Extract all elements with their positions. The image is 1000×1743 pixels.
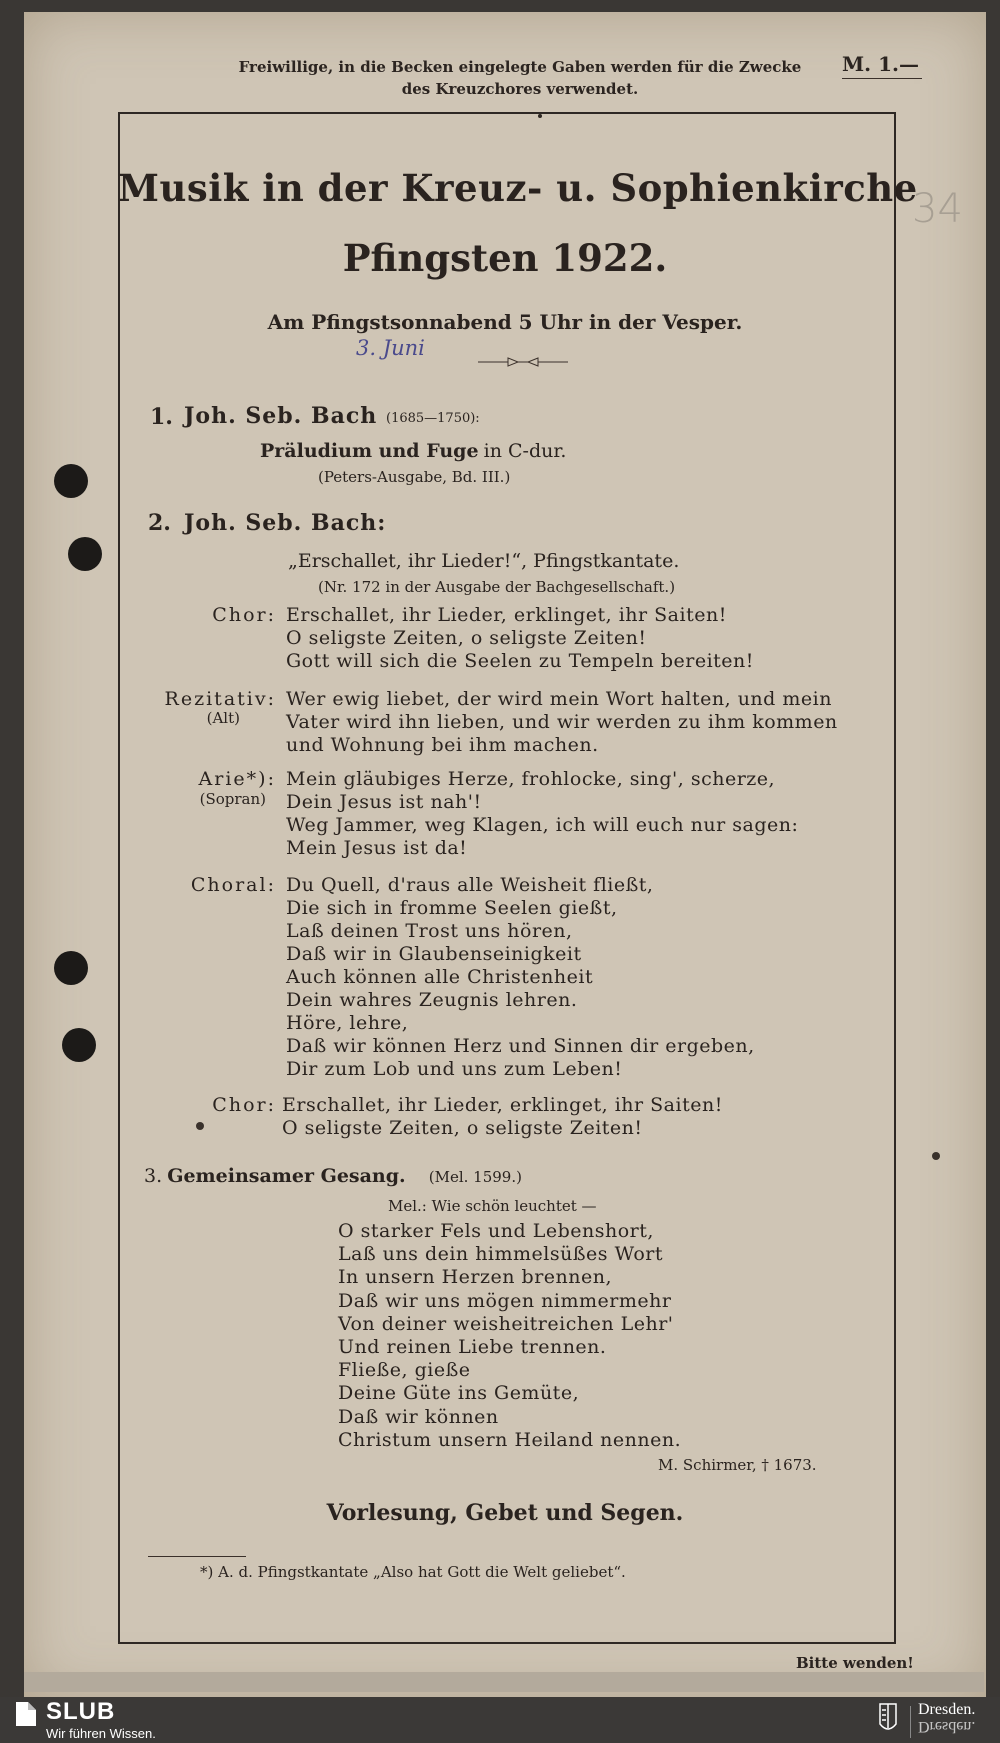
hymn-author: M. Schirmer, † 1673. (658, 1456, 817, 1474)
edition-note: (Nr. 172 in der Ausgabe der Bachgesellschaft.) (318, 578, 676, 596)
verse-line: Dir zum Lob und uns zum Leben! (286, 1058, 623, 1080)
item-number: 2. (148, 510, 171, 536)
partner-line: Dresden. (918, 1701, 976, 1718)
verse-line: Gott will sich die Seelen zu Tempeln bereiten! (286, 650, 754, 672)
verse-block (286, 874, 755, 1081)
underline (842, 78, 922, 79)
section-role: Rezitativ: (164, 688, 276, 710)
verse-line: Vater wird ihn lieben, und wir werden zu ihm kommen (286, 711, 838, 733)
partner-line: Dresden. (918, 1718, 976, 1735)
ornament-divider (478, 356, 568, 368)
section-role: Chor: (212, 1094, 276, 1116)
verse-block (286, 688, 838, 757)
punch-hole (54, 464, 88, 498)
work-title: „Erschallet, ihr Lieder!“, Pfingstkantate. (288, 550, 680, 572)
verse-line: Höre, lehre, (286, 1012, 409, 1034)
work-key: in C-dur. (483, 440, 567, 462)
closing-line: Vorlesung, Gebet und Segen. (326, 1500, 684, 1526)
verse-line: Dein wahres Zeugnis lehren. (286, 989, 578, 1011)
notice-line: Freiwillige, in die Becken eingelegte Gaben werden für die Zwecke (238, 58, 802, 76)
frame-dot (538, 114, 542, 118)
partner-name (918, 1702, 975, 1734)
edition-note: (Peters-Ausgabe, Bd. III.) (318, 468, 511, 486)
item-number: 1. (150, 404, 173, 430)
composer: Joh. Seb. Bach: (184, 510, 387, 536)
divider (910, 1706, 911, 1738)
section-role: Chor: (212, 604, 276, 626)
program-title: Musik in der Kreuz- u. Sophienkirche (118, 166, 918, 210)
slub-logo-icon (14, 1700, 38, 1728)
item-number: 3. (144, 1165, 163, 1187)
section-role: Arie*): (198, 768, 276, 790)
verse-line: Laß deinen Trost uns hören, (286, 920, 573, 942)
hymn-title: Gemeinsamer Gesang. (167, 1165, 406, 1187)
punch-hole (54, 951, 88, 985)
donation-notice (200, 56, 840, 100)
pencil-mark: 34 (912, 186, 963, 232)
verse-line: Dein Jesus ist nah'! (286, 791, 482, 813)
melody-ref: (Mel. 1599.) (428, 1168, 522, 1186)
verse-line: Auch können alle Christenheit (286, 966, 594, 988)
punch-hole (68, 537, 102, 571)
handwritten-date: 3. Juni (356, 336, 425, 360)
verse-line: Erschallet, ihr Lieder, erklinget, ihr Saiten! (282, 1094, 723, 1116)
hymn-line: Und reinen Liebe trennen. (338, 1336, 607, 1359)
paper-edge (24, 1672, 984, 1692)
hymn-line: Laß uns dein himmelsüßes Wort (338, 1243, 663, 1266)
turn-over-note: Bitte wenden! (796, 1654, 914, 1672)
footnote-rule (148, 1556, 246, 1557)
section-role: Choral: (190, 874, 276, 896)
occasion: Am Pfingstsonnabend 5 Uhr in der Vesper. (267, 310, 743, 334)
work-title (260, 440, 566, 462)
section-voice: (Sopran) (199, 790, 266, 808)
verse-line: Daß wir können Herz und Sinnen dir ergeben, (286, 1035, 755, 1057)
hymn-line: Daß wir können (338, 1405, 499, 1428)
work-name: Präludium und Fuge (260, 440, 479, 462)
verse-line: Wer ewig liebet, der wird mein Wort halten, und mein (286, 688, 832, 710)
program-subtitle: Pfingsten 1922. (342, 236, 668, 280)
verse-line: Daß wir in Glaubenseinigkeit (286, 943, 582, 965)
library-name: SLUB (46, 1698, 116, 1725)
verse-line: und Wohnung bei ihm machen. (286, 734, 599, 756)
verse-block (286, 604, 754, 673)
composer: Joh. Seb. Bach (184, 403, 378, 429)
punch-hole (62, 1028, 96, 1062)
verse-line: Mein gläubiges Herze, frohlocke, sing', scherze, (286, 768, 776, 790)
verse-line: Weg Jammer, weg Klagen, ich will euch nur sagen: (286, 814, 799, 836)
page-number: M. 1.— (842, 52, 919, 76)
hymn-line: Von deiner weisheitreichen Lehr' (338, 1312, 674, 1335)
verse-block (286, 768, 798, 860)
library-tagline: Wir führen Wissen. (46, 1726, 156, 1741)
hymn-line: Deine Güte ins Gemüte, (338, 1382, 580, 1405)
hymn-line: Fließe, gieße (338, 1359, 471, 1382)
hymn-line: In unsern Herzen brennen, (338, 1266, 613, 1289)
verse-line: O seligste Zeiten, o seligste Zeiten! (286, 627, 647, 649)
hymn-heading (144, 1165, 522, 1187)
hymn-line: O starker Fels und Lebenshort, (338, 1220, 654, 1242)
ink-speck (932, 1152, 940, 1160)
melody-note: Mel.: Wie schön leuchtet — (388, 1197, 597, 1215)
footnote: *) A. d. Pfingstkantate „Also hat Gott die Welt geliebet“. (200, 1563, 626, 1581)
hymn-verse (338, 1220, 681, 1452)
dresden-crest-icon (878, 1702, 898, 1736)
verse-line: O seligste Zeiten, o seligste Zeiten! (282, 1117, 643, 1139)
composer-dates: (1685—1750): (386, 411, 480, 426)
verse-line: Die sich in fromme Seelen gießt, (286, 897, 618, 919)
notice-line: des Kreuzchores verwendet. (401, 80, 639, 98)
section-voice: (Alt) (206, 709, 240, 727)
verse-block (282, 1094, 723, 1140)
hymn-line: Christum unsern Heiland nennen. (338, 1428, 682, 1451)
verse-line: Erschallet, ihr Lieder, erklinget, ihr Saiten! (286, 604, 727, 626)
verse-line: Mein Jesus ist da! (286, 837, 468, 859)
verse-line: Du Quell, d'raus alle Weisheit fließt, (286, 874, 654, 896)
hymn-line: Daß wir uns mögen nimmermehr (338, 1289, 672, 1312)
